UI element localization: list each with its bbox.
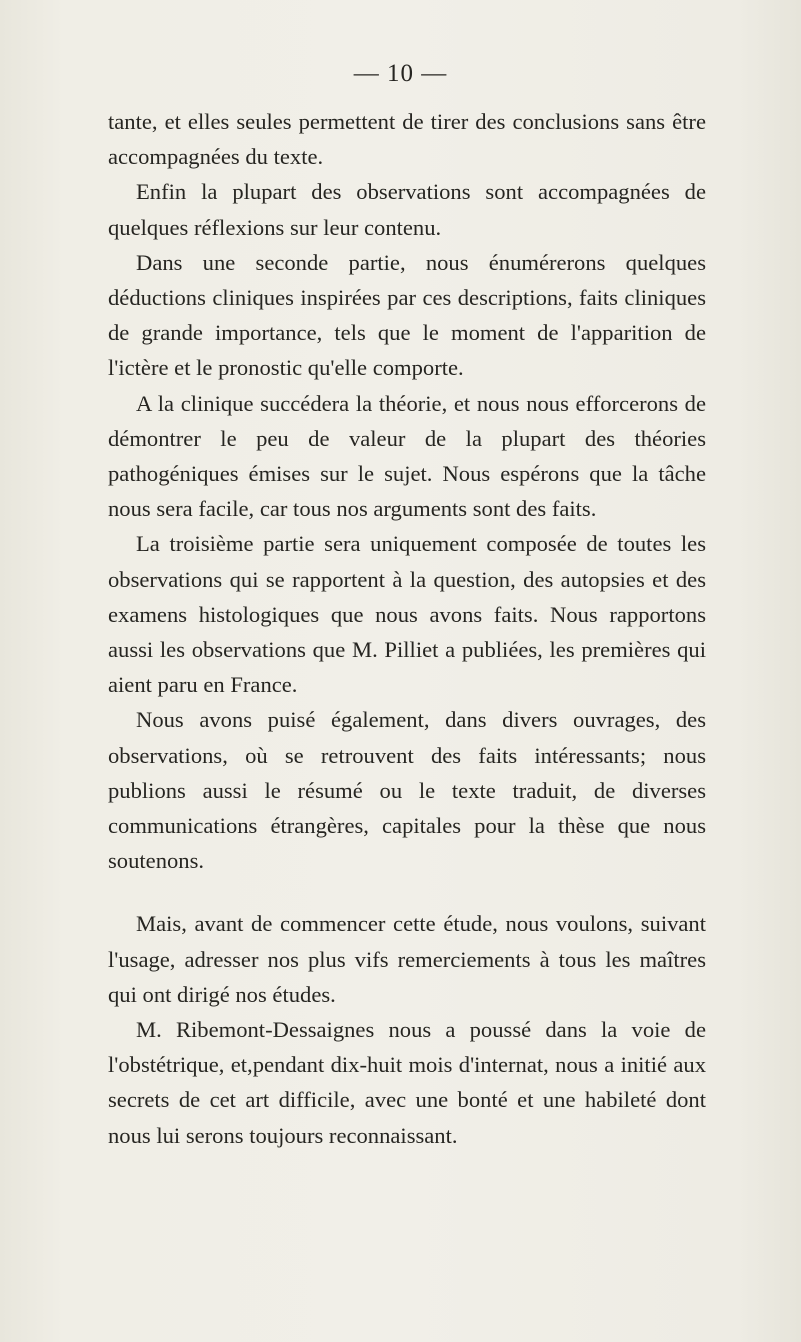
paragraph-ouvrages: Nous avons puisé également, dans divers ouvrages, des observations, où se retrouvent des faits intéressants; nous publions aussi le résumé ou le texte traduit, de diverses communications étrangères, capitales pour la thèse que nous soutenons. [108,707,706,874]
paragraph-ribemont-dessaignes: M. Ribemont-Dessaignes nous a poussé dans la voie de l'obstétrique, et,pendant dix-huit mois d'internat, nous a initié aux secrets de cet art difficile, avec une bonté et une habileté dont nous lui serons toujours reconnaissant. [108,1017,706,1148]
paragraph-troisieme-partie: La troisième partie sera uniquement composée de toutes les observations qui se rapportent à la question, des autopsies et des examens histologiques que nous avons faits. Nous rapportons aussi les observations que M. Pilliet a publiées, les premières qui aient paru en France. [108,531,706,698]
paragraph-clinique-theorie: A la clinique succédera la théorie, et nous nous efforcerons de démontrer le peu de valeur de la plupart des théories pathogéniques émises sur le sujet. Nous espérons que la tâche nous sera facile, car tous nos arguments sont des faits. [108,390,706,522]
section-gap [108,878,706,906]
paragraph-continuation: tante, et elles seules permettent de tirer des conclusions sans être accompagnées du texte. [108,109,706,170]
paragraph-observations-reflexions: Enfin la plupart des observations sont accompagnées de quelques réflexions sur leur contenu. [108,179,706,240]
paragraph-seconde-partie: Dans une seconde partie, nous énumérerons quelques déductions cliniques inspirées par ces descriptions, faits cliniques de grande importance, tels que le moment de l'apparition de l'ictère et le pronostic qu'elle comporte. [108,249,706,381]
paragraph-remerciements: Mais, avant de commencer cette étude, nous voulons, suivant l'usage, adresser nos plus vifs remerciements à tous les maîtres qui ont dirigé nos études. [108,911,706,1007]
page-number: — 10 — [353,60,448,87]
body-text [108,104,706,1153]
